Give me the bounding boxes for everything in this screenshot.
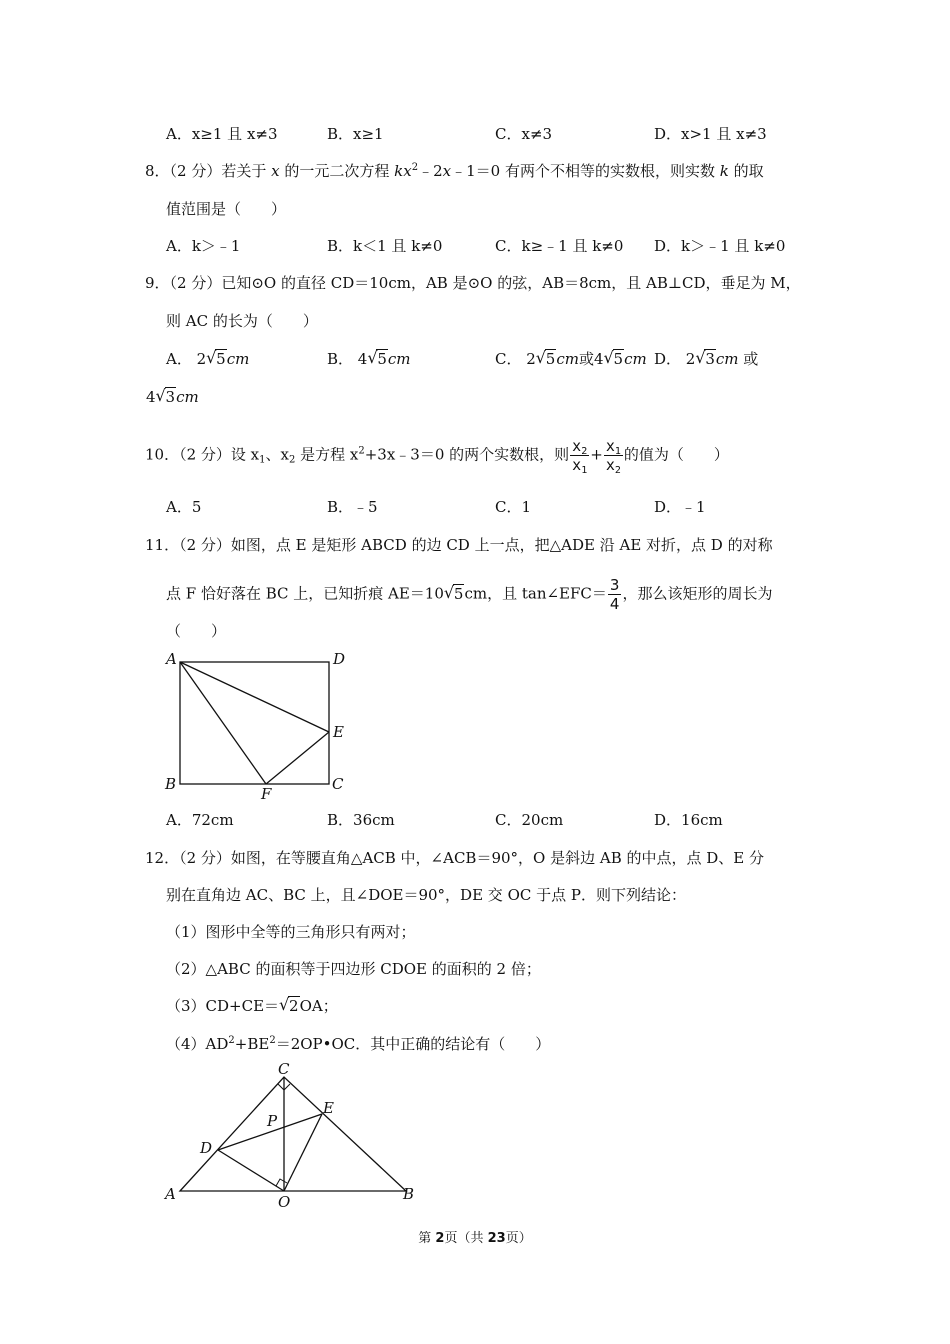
label-p: P	[267, 1112, 278, 1130]
q12-statement-3: （3）CD+CE＝√ 2OA；	[166, 996, 338, 1016]
q11-stem-line3: （ ）	[166, 622, 227, 640]
q9-option-c: C． 2√ 5cm或4√ 5cm	[495, 349, 647, 369]
q9-option-d: D． 2√ 3cm 或	[654, 349, 758, 369]
segment-do	[218, 1150, 284, 1191]
q10-option-a: A．5	[166, 498, 202, 516]
fraction-3-over-4: $\frac{3}{4}$	[609, 576, 620, 613]
q9-option-b: B． 4√ 5cm	[327, 349, 411, 369]
q11-option-a: A．72cm	[166, 811, 234, 829]
fraction-x1-over-x2: $\frac{x_1}{x_2}$	[605, 437, 621, 476]
label-e: E	[323, 1099, 334, 1117]
q8-option-d: D．k＞﹣1 且 k≠0	[654, 237, 786, 255]
q9-stem-line2: 则 AC 的长为（ ）	[166, 312, 318, 330]
q8-stem-line2: 值范围是（ ）	[166, 200, 287, 218]
q9-option-d-cont: 4√ 3cm	[146, 387, 199, 407]
q12-stem-line1: 12．（2 分）如图，在等腰直角△ACB 中，∠ACB＝90°，O 是斜边 AB 的中点，点 D、E 分	[145, 849, 765, 867]
fraction-x2-over-x1: $\frac{x_2}{x_1}$	[572, 437, 588, 476]
q7-option-d: D．x>1 且 x≠3	[654, 125, 767, 143]
q7-option-a: A．x≥1 且 x≠3	[166, 125, 278, 143]
q10-option-c: C．1	[495, 498, 532, 516]
label-o: O	[278, 1193, 291, 1211]
q12-statement-4: $(4)AD^2+BE^2=2OP•OC$．其中正确的结论有（ ）	[166, 1035, 551, 1053]
segment-fe	[266, 732, 329, 784]
label-d: D	[333, 650, 346, 668]
label-c: C	[332, 775, 344, 793]
page-footer: 第 2页（共 23页）	[418, 1231, 532, 1246]
q12-triangle-figure	[160, 1058, 430, 1213]
label-a: A	[165, 1185, 176, 1203]
label-d: D	[200, 1139, 213, 1157]
q8-option-b: B．k＜1 且 k≠0	[327, 237, 443, 255]
q7-option-b: B．x≥1	[327, 125, 384, 143]
q10-option-d: D．﹣1	[654, 498, 706, 516]
q9-option-a: A． 2√ 5cm	[166, 349, 249, 369]
q11-rectangle-figure	[160, 648, 360, 803]
q12-stem-line2: 别在直角边 AC、BC 上，且∠DOE＝90°，DE 交 OC 于点 P．则下列结论：	[166, 886, 686, 904]
label-f: F	[261, 785, 272, 803]
q11-stem-line1: 11．（2 分）如图，点 E 是矩形 ABCD 的边 CD 上一点，把△ADE 沿 AE 对折，点 D 的对称	[145, 536, 773, 554]
q11-stem-line2: 点 F 恰好落在 BC 上，已知折痕 AE＝10√ 5cm，且 tan∠EFC＝ $\frac{3}{4}$ ，那么该矩形的周长为	[166, 576, 772, 613]
q11-option-b: B．36cm	[327, 811, 395, 829]
q9-stem-line1: 9．（2 分）已知⊙O 的直径 CD＝10cm，AB 是⊙O 的弦，AB＝8cm，且 AB⊥CD，垂足为 M，	[145, 274, 801, 292]
label-b: B	[165, 775, 177, 793]
q10-option-b: B．﹣5	[327, 498, 378, 516]
label-a: A	[166, 650, 177, 668]
q8-stem-line1: 8．（2 分）若关于 x 的一元二次方程 $kx^2﹣2x﹣1=0$ 有两个不相等的实数根，则实数 k 的取	[145, 162, 764, 180]
rectangle-abcd	[180, 662, 329, 784]
label-e: E	[333, 723, 344, 741]
q8-option-a: A．k＞﹣1	[166, 237, 241, 255]
label-b: B	[403, 1185, 415, 1203]
q12-statement-1: （1）图形中全等的三角形只有两对；	[166, 923, 416, 941]
q7-option-c: C．x≠3	[495, 125, 553, 143]
label-c: C	[278, 1060, 290, 1078]
q12-statement-2: （2）△ABC 的面积等于四边形 CDOE 的面积的 2 倍；	[166, 960, 541, 978]
q11-option-d: D．16cm	[654, 811, 723, 829]
q10-stem: 10．（2 分）设 $x_1$、$x_2$ 是方程 $x^2+3x﹣3=0$ 的两个实数根，则 $\frac{x_2}{x_1}$ + $\frac{x_1}{x_2}$ 的值为（ ）	[145, 437, 729, 476]
right-angle-mark-o	[276, 1179, 287, 1186]
q11-option-c: C．20cm	[495, 811, 564, 829]
q8-option-c: C．k≥﹣1 且 k≠0	[495, 237, 624, 255]
segment-af	[180, 662, 266, 784]
segment-ae	[180, 662, 329, 732]
